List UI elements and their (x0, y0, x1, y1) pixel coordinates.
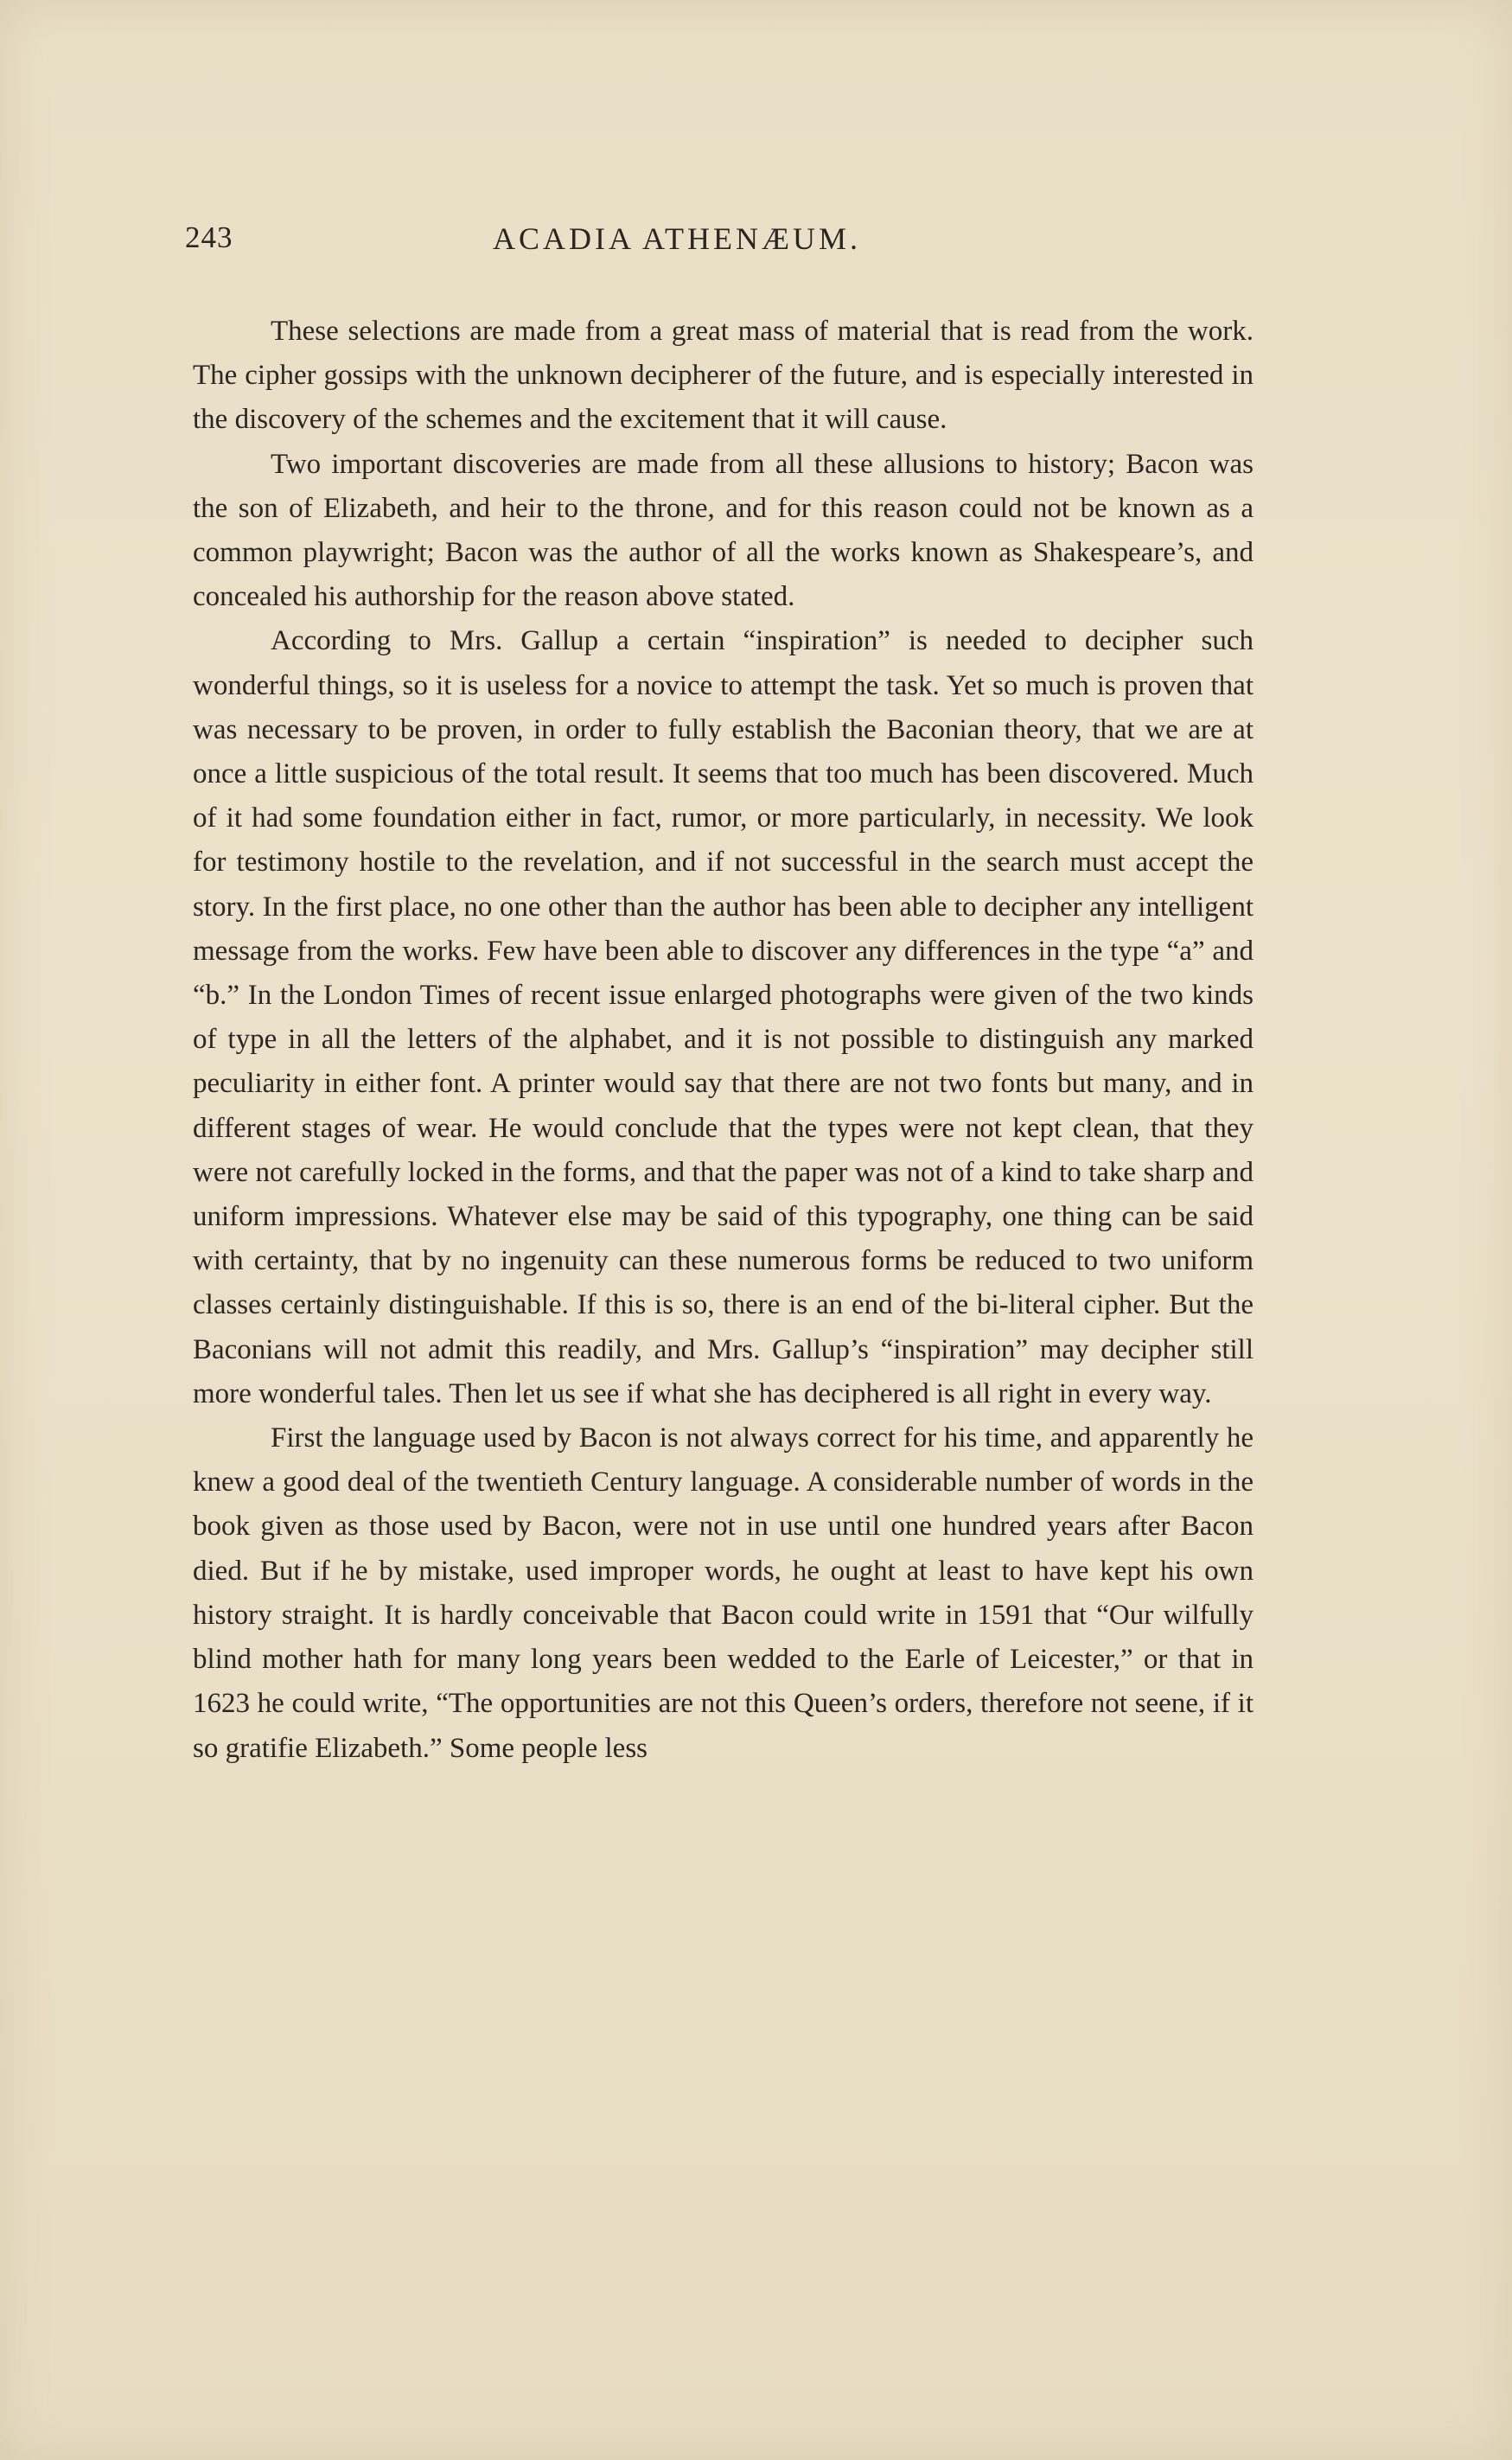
paragraph-inspiration: According to Mrs. Gallup a certain “inspiration” is needed to decipher such wonderful things, so it is useless for a novice to attempt the task. Yet so much is proven that was necessary to be proven, in order to fully establish the Baconian theory, that we are at once a little suspicious of the total result. It seems that too much has been discovered. Much of it had some foundation either in fact, rumor, or more particularly, in necessity. We look for testimony hostile to the revelation, and if not successful in the search must accept the story. In the first place, no one other than the author has been able to decipher any intelligent message from the works. Few have been able to discover any differences in the type “a” and “b.” In the London Times of recent issue enlarged photographs were given of the two kinds of type in all the letters of the alphabet, and it is not possible to distinguish any marked peculiarity in either font. A printer would say that there are not two fonts but many, and in different stages of wear. He would conclude that the types were not kept clean, that they were not carefully locked in the forms, and that the paper was not of a kind to take sharp and uniform impressions. Whatever else may be said of this typography, one thing can be said with certainty, that by no ingenuity can these numerous forms be reduced to two uniform classes certainly distinguishable. If this is so, there is an end of the bi-literal cipher. But the Baconians will not admit this readily, and Mrs. Gallup’s “inspiration” may decipher still more wonderful tales. Then let us see if what she has deciphered is all right in every way. (193, 625, 1254, 1409)
running-head (185, 220, 1257, 264)
journal-title: ACADIA ATHENÆUM. (493, 221, 862, 256)
body-text (193, 310, 1254, 1771)
paragraph-discoveries: Two important discoveries are made from all these allusions to history; Bacon was the son of Elizabeth, and heir to the throne, and for this reason could not be known as a common playwright; Bacon was the author of all the works known as Shakespeare’s, and concealed his authorship for the reason above stated. (193, 448, 1254, 613)
paragraph-selections: These selections are made from a great mass of material that is read from the work. The cipher gossips with the unknown decipherer of the future, and is especially interested in the discovery of the schemes and the excitement that it will cause. (193, 316, 1254, 436)
page-number: 243 (185, 220, 233, 254)
paragraph-language: First the language used by Bacon is not always correct for his time, and apparently he knew a good deal of the twentieth Century language. A considerable number of words in the book given as those used by Bacon, were not in use until one hundred years after Bacon died. But if he by mistake, used improper words, he ought at least to have kept his own history straight. It is hardly conceivable that Bacon could write in 1591 that “Our wilfully blind mother hath for many long years been wedded to the Earle of Leicester,” or that in 1623 he could write, “The opportunities are not this Queen’s orders, therefore not seene, if it so gratifie Elizabeth.” Some people less (193, 1422, 1254, 1764)
